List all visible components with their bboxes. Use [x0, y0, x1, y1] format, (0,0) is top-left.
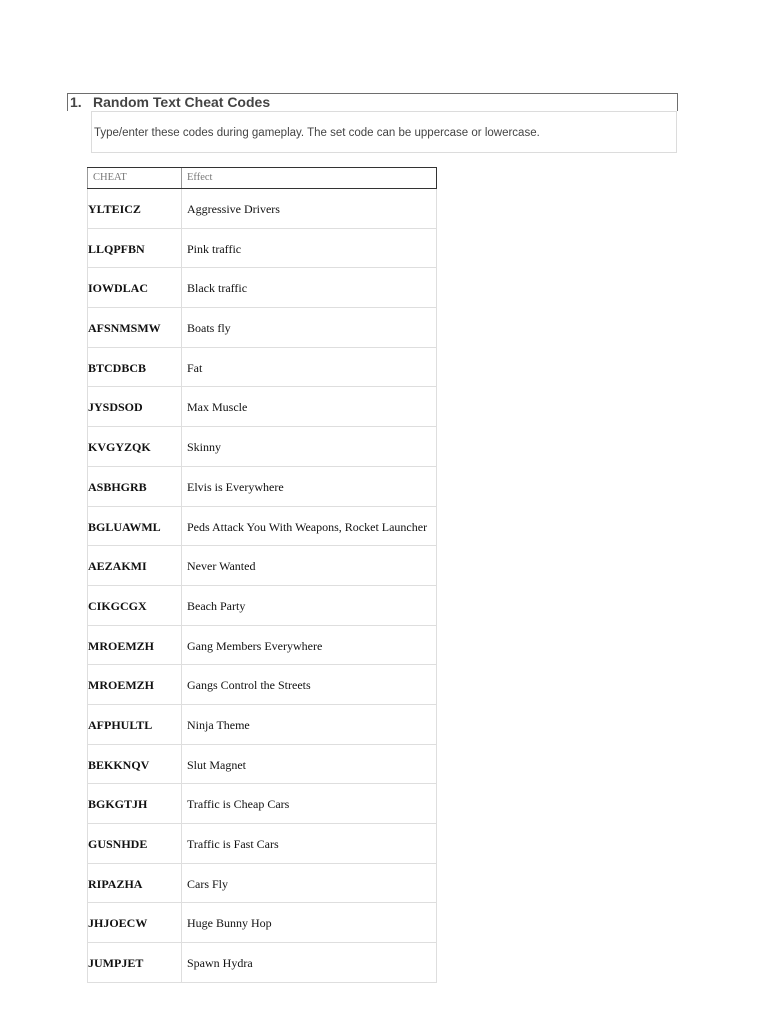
row-right-border [436, 507, 437, 546]
row-column-divider [181, 784, 182, 823]
table-row [87, 546, 437, 586]
cheat-effect: Skinny [187, 440, 222, 455]
row-right-border [436, 229, 437, 268]
table-row [87, 229, 437, 269]
table-row [87, 467, 437, 507]
table-row [87, 864, 437, 904]
row-column-divider [181, 745, 182, 784]
cheat-code: AEZAKMI [88, 559, 147, 574]
cheat-code: BEKKNQV [88, 757, 150, 772]
cheat-code: IOWDLAC [88, 281, 149, 296]
cheat-effect: Cars Fly [187, 876, 229, 891]
cheat-code: AFSNMSMW [88, 321, 161, 336]
table-row [87, 586, 437, 626]
table-row [87, 308, 437, 348]
cheat-effect: Huge Bunny Hop [187, 916, 272, 931]
header-left-border [87, 168, 88, 188]
cheat-effect: Peds Attack You With Weapons, Rocket Launcher [187, 519, 428, 534]
row-right-border [436, 903, 437, 942]
cheat-effect: Pink traffic [187, 241, 242, 256]
cheat-effect: Aggressive Drivers [187, 202, 280, 216]
cheat-code: YLTEICZ [88, 202, 141, 216]
row-column-divider [181, 467, 182, 506]
row-right-border [436, 626, 437, 665]
row-right-border [436, 348, 437, 387]
row-right-border [436, 467, 437, 506]
table-row [87, 745, 437, 785]
row-column-divider [181, 387, 182, 426]
table-row [87, 784, 437, 824]
cheat-code: BGLUAWML [88, 519, 161, 534]
table-row [87, 626, 437, 666]
table-row [87, 943, 437, 983]
cheat-code: CIKGCGX [88, 598, 147, 613]
header-cheat: CHEAT [93, 172, 127, 183]
cheat-effect: Gangs Control the Streets [187, 678, 311, 693]
row-column-divider [181, 705, 182, 744]
cheat-code: JYSDSOD [88, 400, 143, 415]
row-right-border [436, 824, 437, 863]
row-right-border [436, 665, 437, 704]
cheat-code: GUSNHDE [88, 837, 148, 851]
table-row [87, 427, 437, 467]
row-column-divider [181, 546, 182, 585]
row-right-border [436, 586, 437, 625]
row-column-divider [181, 903, 182, 942]
row-right-border [436, 268, 437, 307]
table-body [87, 189, 437, 983]
row-right-border [436, 705, 437, 744]
row-right-border [436, 864, 437, 903]
cheat-effect: Ninja Theme [187, 717, 250, 732]
section-title: Random Text Cheat Codes [93, 94, 271, 110]
row-column-divider [181, 229, 182, 268]
header-effect: Effect [187, 172, 213, 183]
row-right-border [436, 784, 437, 823]
table-row [87, 348, 437, 388]
cheat-code: BTCDBCB [88, 360, 147, 375]
table-row [87, 665, 437, 705]
row-right-border [436, 943, 437, 982]
cheat-effect: Traffic is Cheap Cars [187, 797, 290, 812]
section-number: 1. [70, 94, 82, 110]
row-column-divider [181, 308, 182, 347]
table-row [87, 705, 437, 745]
cheat-effect: Slut Magnet [187, 757, 246, 772]
row-column-divider [181, 626, 182, 665]
row-column-divider [181, 268, 182, 307]
cheat-code: MROEMZH [88, 638, 154, 653]
row-right-border [436, 745, 437, 784]
table-row [87, 824, 437, 864]
cheat-effect: Spawn Hydra [187, 956, 253, 971]
row-column-divider [181, 665, 182, 704]
cheat-code: ASBHGRB [88, 479, 147, 494]
cheat-code: JHJOECW [88, 916, 148, 931]
cheat-effect: Black traffic [187, 281, 248, 296]
row-right-border [436, 546, 437, 585]
cheat-effect: Elvis is Everywhere [187, 479, 284, 494]
row-right-border [436, 427, 437, 466]
row-right-border [436, 308, 437, 347]
cheat-code: AFPHULTL [88, 717, 153, 732]
intro-text: Type/enter these codes during gameplay. The set code can be uppercase or lowercase. [94, 127, 540, 139]
cheat-code: RIPAZHA [88, 876, 143, 891]
cheat-code: MROEMZH [88, 678, 154, 693]
table-row [87, 903, 437, 943]
row-right-border [436, 387, 437, 426]
row-column-divider [181, 507, 182, 546]
row-column-divider [181, 824, 182, 863]
cheat-effect: Never Wanted [187, 559, 256, 574]
cheat-effect: Max Muscle [187, 400, 248, 415]
table-header [87, 167, 437, 189]
cheat-effect: Boats fly [187, 321, 231, 336]
cheat-code: KVGYZQK [88, 440, 151, 455]
table-row [87, 387, 437, 427]
row-column-divider [181, 348, 182, 387]
table-row [87, 189, 437, 229]
intro-box [91, 111, 677, 153]
cheat-code: LLQPFBN [88, 241, 145, 256]
table-row [87, 507, 437, 547]
header-column-divider [181, 168, 182, 188]
row-column-divider [181, 427, 182, 466]
cheat-table [87, 167, 437, 983]
cheat-effect: Traffic is Fast Cars [187, 837, 279, 851]
section-heading [67, 93, 678, 111]
cheat-effect: Beach Party [187, 598, 246, 613]
row-right-border [436, 189, 437, 228]
row-column-divider [181, 943, 182, 982]
cheat-effect: Fat [187, 360, 203, 375]
row-column-divider [181, 864, 182, 903]
cheat-effect: Gang Members Everywhere [187, 638, 323, 653]
row-column-divider [181, 586, 182, 625]
row-column-divider [181, 189, 182, 228]
cheat-code: JUMPJET [88, 956, 144, 971]
cheat-code: BGKGTJH [88, 797, 148, 812]
table-row [87, 268, 437, 308]
